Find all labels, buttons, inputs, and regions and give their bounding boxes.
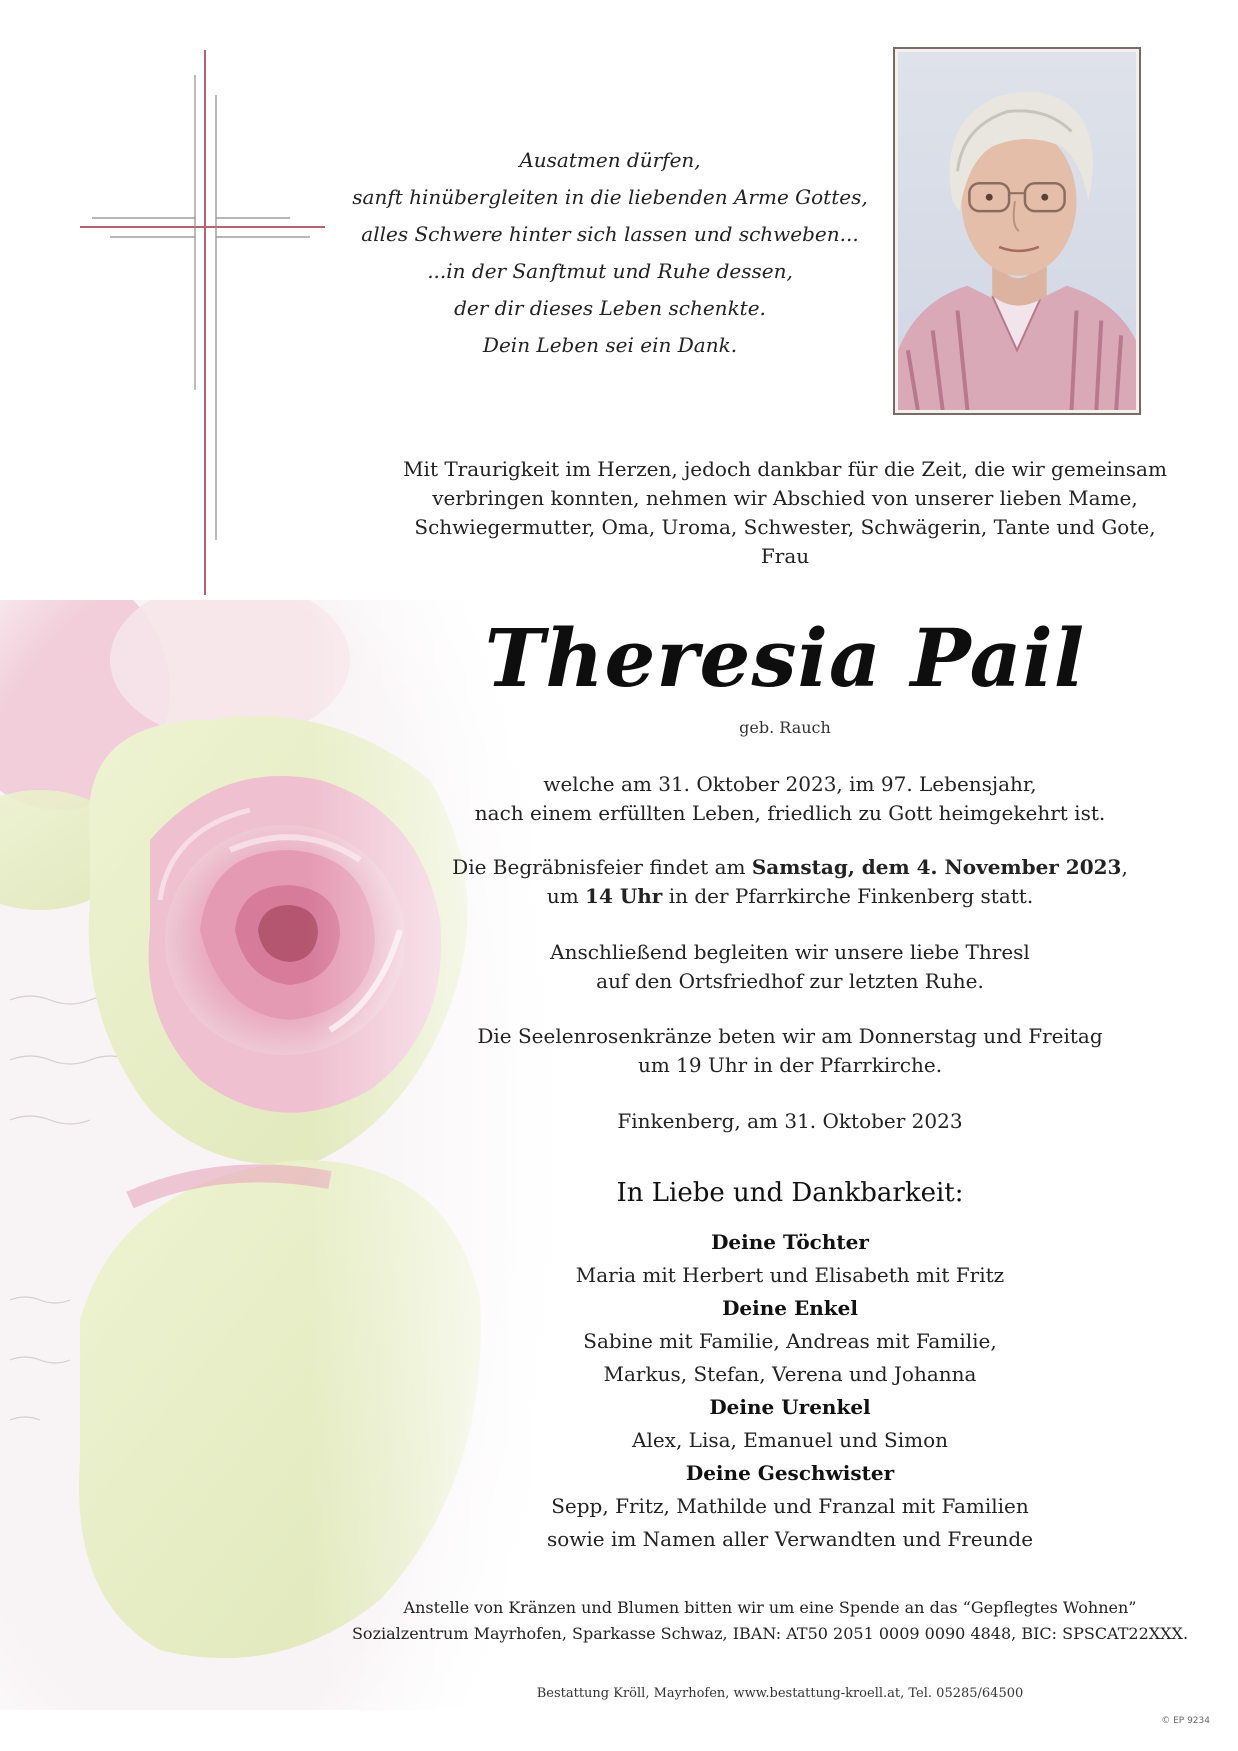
place-date: Finkenberg, am 31. Oktober 2023	[617, 1109, 963, 1133]
donation-line: Anstelle von Kränzen und Blumen bitten wir um eine Spende an das “Gepflegtes Wohnen”	[403, 1598, 1137, 1617]
family-group-title: Deine Töchter	[711, 1230, 869, 1254]
intro-line: verbringen konnten, nehmen wir Abschied von unserer lieben Mame,	[432, 486, 1138, 510]
birth-name: geb. Rauch	[739, 718, 831, 737]
poem-line: Dein Leben sei ein Dank.	[482, 333, 738, 357]
funeral-text: um	[546, 884, 586, 908]
poem-line: Ausatmen dürfen,	[519, 148, 701, 172]
funeral-text: Die Begräbnisfeier findet am	[452, 855, 752, 879]
family-members: Sepp, Fritz, Mathilde und Franzal mit Familien	[551, 1494, 1029, 1518]
death-notice	[440, 770, 1140, 828]
funeral-time: 14 Uhr	[585, 884, 663, 908]
poem-line: ...in der Sanftmut und Ruhe dessen,	[427, 259, 793, 283]
rosary-info	[440, 1022, 1140, 1080]
family-list	[440, 1226, 1140, 1556]
family-group-title: Deine Enkel	[722, 1296, 858, 1320]
rosary-line: Die Seelenrosenkränze beten wir am Donnerstag und Freitag	[477, 1024, 1103, 1048]
donation-note	[330, 1595, 1210, 1647]
death-notice-line: nach einem erfüllten Leben, friedlich zu Gott heimgekehrt ist.	[474, 801, 1106, 825]
ep-code: © EP 9234	[1161, 1716, 1210, 1726]
portrait-photo	[893, 47, 1141, 415]
burial-line: auf den Ortsfriedhof zur letzten Ruhe.	[596, 969, 984, 993]
cross-icon	[80, 50, 330, 600]
poem-line: sanft hinübergleiten in die liebenden Arme Gottes,	[352, 185, 868, 209]
burial-line: Anschließend begleiten wir unsere liebe Thresl	[550, 940, 1030, 964]
intro-line: Frau	[760, 544, 810, 568]
funeral-line	[440, 853, 1140, 882]
intro-text	[390, 455, 1180, 571]
poem-line: alles Schwere hinter sich lassen und schweben...	[361, 222, 859, 246]
family-members: sowie im Namen aller Verwandten und Freunde	[546, 1527, 1034, 1551]
funeral-line	[440, 882, 1140, 911]
funeral-text: ,	[1121, 855, 1128, 879]
funeral-date: Samstag, dem 4. November 2023	[751, 855, 1122, 879]
family-group-title: Deine Geschwister	[685, 1461, 895, 1485]
poem	[330, 142, 890, 364]
family-members: Markus, Stefan, Verena und Johanna	[603, 1362, 977, 1386]
funeral-text: in der Pfarrkirche Finkenberg statt.	[662, 884, 1034, 908]
family-group-title: Deine Urenkel	[709, 1395, 871, 1419]
funeral-home-footer: Bestattung Kröll, Mayrhofen, www.bestattung-kroell.at, Tel. 05285/64500	[536, 1686, 1024, 1701]
rosary-line: um 19 Uhr in der Pfarrkirche.	[637, 1053, 943, 1077]
family-members: Maria mit Herbert und Elisabeth mit Fritz	[575, 1263, 1005, 1287]
death-notice-line: welche am 31. Oktober 2023, im 97. Lebensjahr,	[543, 772, 1037, 796]
burial-info	[440, 938, 1140, 996]
thanks-heading: In Liebe und Dankbarkeit:	[616, 1178, 964, 1208]
intro-line: Mit Traurigkeit im Herzen, jedoch dankbar für die Zeit, die wir gemeinsam	[403, 457, 1167, 481]
poem-line: der dir dieses Leben schenkte.	[454, 296, 766, 320]
funeral-info	[440, 853, 1140, 911]
family-members: Sabine mit Familie, Andreas mit Familie,	[583, 1329, 997, 1353]
intro-line: Schwiegermutter, Oma, Uroma, Schwester, Schwägerin, Tante und Gote,	[414, 515, 1156, 539]
donation-line: Sozialzentrum Mayrhofen, Sparkasse Schwaz, IBAN: AT50 2051 0009 0090 4848, BIC: SPSCAT22XXX.	[351, 1624, 1189, 1643]
family-members: Alex, Lisa, Emanuel und Simon	[632, 1428, 948, 1452]
deceased-name: Theresia Pail	[484, 611, 1086, 705]
